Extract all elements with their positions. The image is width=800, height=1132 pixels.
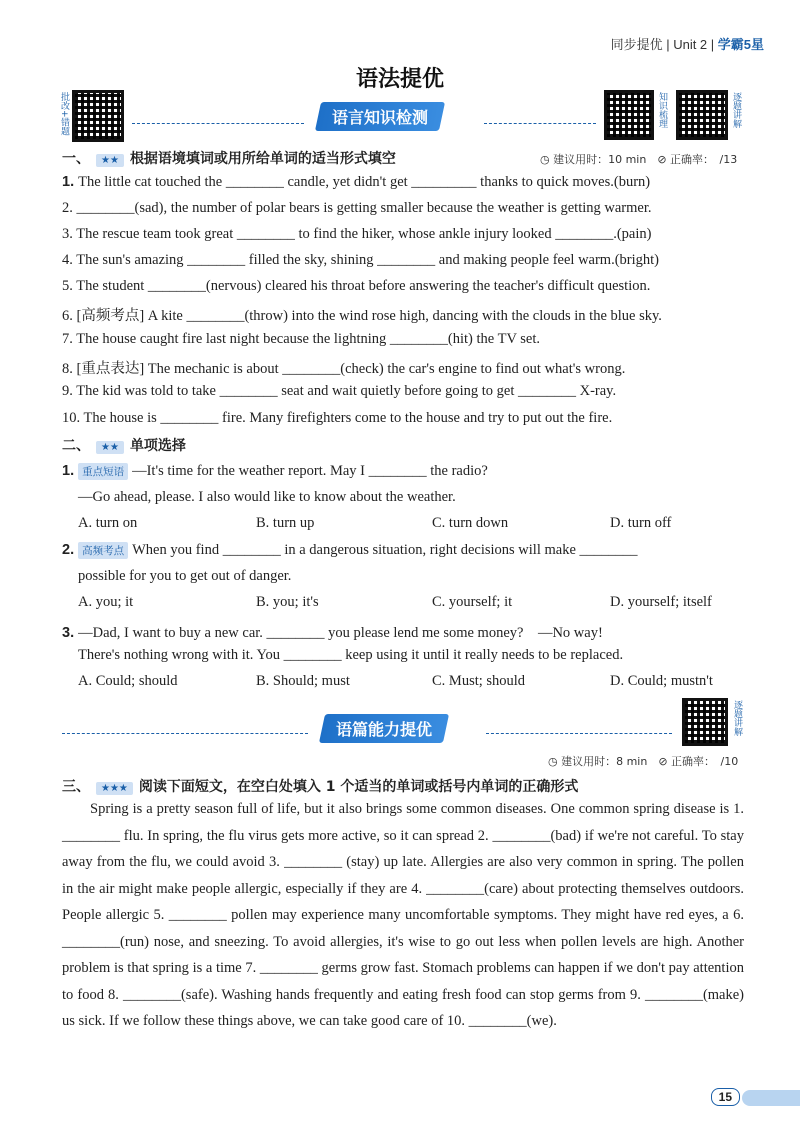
- fill-item: 8. [重点表达] The mechanic is about ________(check) the car's engine to find out what's wrong.: [62, 361, 626, 377]
- qr-label-right3: 逐题讲解: [732, 700, 742, 736]
- mc-option[interactable]: C. yourself; it: [432, 594, 513, 610]
- header-text: 同步提优 | Unit 2 |: [610, 37, 718, 52]
- fill-item: 10. The house is ________ fire. Many firefighters come to the house and try to put out the fire.: [62, 410, 613, 426]
- mc-option[interactable]: A. you; it: [78, 594, 134, 610]
- mc-option[interactable]: D. turn off: [610, 515, 672, 531]
- mc-question-3-line2: There's nothing wrong with it. You ________ keep using it until it really needs to be replaced.: [78, 647, 624, 663]
- mc-option[interactable]: A. turn on: [78, 515, 138, 531]
- qr-code-left[interactable]: [72, 90, 124, 142]
- mc-question-2-line2: possible for you to get out of danger.: [78, 568, 292, 584]
- mc-question-2: 2. 高频考点 When you find ________ in a dangerous situation, right decisions will make ________: [62, 542, 638, 558]
- mc-option[interactable]: A. Could; should: [78, 673, 178, 689]
- qr-code-knowledge[interactable]: [604, 90, 654, 140]
- mc-option[interactable]: B. turn up: [256, 515, 315, 531]
- fill-item: 4. The sun's amazing ________ filled the sky, shining ________ and making people feel warm.(bright): [62, 252, 659, 268]
- brand-logo: 学霸5星: [717, 37, 764, 52]
- divider-left: [132, 123, 304, 124]
- difficulty-stars: ★★: [96, 441, 124, 454]
- divider-right-2: [486, 733, 672, 734]
- qr-code-explain[interactable]: [676, 90, 728, 140]
- qr-code-reading[interactable]: [682, 698, 728, 746]
- mc-option[interactable]: C. Must; should: [432, 673, 526, 689]
- fill-item: 1. The little cat touched the ________ candle, yet didn't get _________ thanks to quick moves.(burn): [62, 174, 651, 190]
- difficulty-stars: ★★★: [96, 782, 133, 795]
- qr-label-right2: 逐题讲解: [731, 92, 741, 128]
- page-number: 15: [711, 1088, 740, 1106]
- qr-label-left: 批改+错题: [59, 92, 69, 136]
- mc-question-1-line2: —Go ahead, please. I also would like to know about the weather.: [78, 489, 456, 505]
- page-title: 语法提优: [355, 67, 444, 92]
- mc-option[interactable]: D. yourself; itself: [610, 594, 712, 610]
- divider-left-2: [62, 733, 308, 734]
- mc-option[interactable]: C. turn down: [432, 515, 509, 531]
- qr-label-right1: 知识梳理: [657, 92, 667, 128]
- reading-passage: Spring is a pretty season full of life, but it also brings some common diseases. One common spring disease is 1. ________ flu. In spring, the flu virus gets more active, so it can spread 2. ________(bad) if we're not careful. To stay away from the flu, we could avoid 3. ________ (stay) up late. Allergies are also very common in spring. The pollen in the air might make people allergic, especially if they are 4. ________(care) about protecting themselves outdoors. People allergic 5. ________ pollen may experience many uncomfortable symptoms. They might have red eyes, a 6. ________(run) nose, and sneezing. To avoid allergies, it's wise to go out less when pollen levels are high. Another problem is that spring is a time 7. ________ germs grow fast. Stomach problems can happen if we don't pay attention to food 8. ________(safe). Washing hands frequently and eating fresh food can stop germs from 9. ________(make) us sick. If we follow these things above, we can take good care of 10. ________(we).: [62, 801, 744, 1029]
- section1-heading: 一、 ★★ 根据语境填词或用所给单词的适当形式填空: [62, 151, 396, 167]
- section-banner-knowledge: 语言知识检测: [315, 102, 445, 131]
- difficulty-stars: ★★: [96, 154, 124, 167]
- page-tab: [742, 1090, 800, 1106]
- question-tag: 重点短语: [78, 463, 128, 480]
- mc-option[interactable]: B. you; it's: [256, 594, 319, 610]
- section1-meta: ◷ 建议用时：10 min ⊘ 正确率： /13: [540, 153, 738, 166]
- fill-item: 2. ________(sad), the number of polar bears is getting smaller because the weather is getting warmer.: [62, 200, 652, 216]
- section3-heading: 三、 ★★★ 阅读下面短文，在空白处填入 1 个适当的单词或括号内单词的正确形式: [62, 779, 579, 795]
- fill-item: 9. The kid was told to take ________ seat and wait quietly before going to get ________ X-ray.: [62, 383, 617, 399]
- fill-item: 5. The student ________(nervous) cleared his throat before answering the teacher's difficult question.: [62, 278, 651, 294]
- running-header: [611, 34, 764, 53]
- fill-item: 7. The house caught fire last night because the lightning ________(hit) the TV set.: [62, 331, 541, 347]
- divider-right: [484, 123, 596, 124]
- section3-meta: ◷ 建议用时：8 min ⊘ 正确率： /10: [548, 755, 739, 768]
- question-tag: 高频考点: [78, 542, 128, 559]
- mc-question-3: 3. —Dad, I want to buy a new car. ________ you please lend me some money? —No way!: [62, 625, 603, 641]
- mc-option[interactable]: B. Should; must: [256, 673, 350, 689]
- section-banner-reading: 语篇能力提优: [319, 714, 449, 743]
- mc-question-1: 1. 重点短语 —It's time for the weather report. May I ________ the radio?: [62, 463, 488, 479]
- mc-option[interactable]: D. Could; mustn't: [610, 673, 713, 689]
- fill-item: 6. [高频考点] A kite ________(throw) into the wind rose high, dancing with the clouds in the blue sky.: [62, 308, 662, 324]
- fill-item: 3. The rescue team took great ________ to find the hiker, whose ankle injury looked ________.(pain): [62, 226, 652, 242]
- section2-heading: 二、 ★★ 单项选择: [62, 438, 186, 454]
